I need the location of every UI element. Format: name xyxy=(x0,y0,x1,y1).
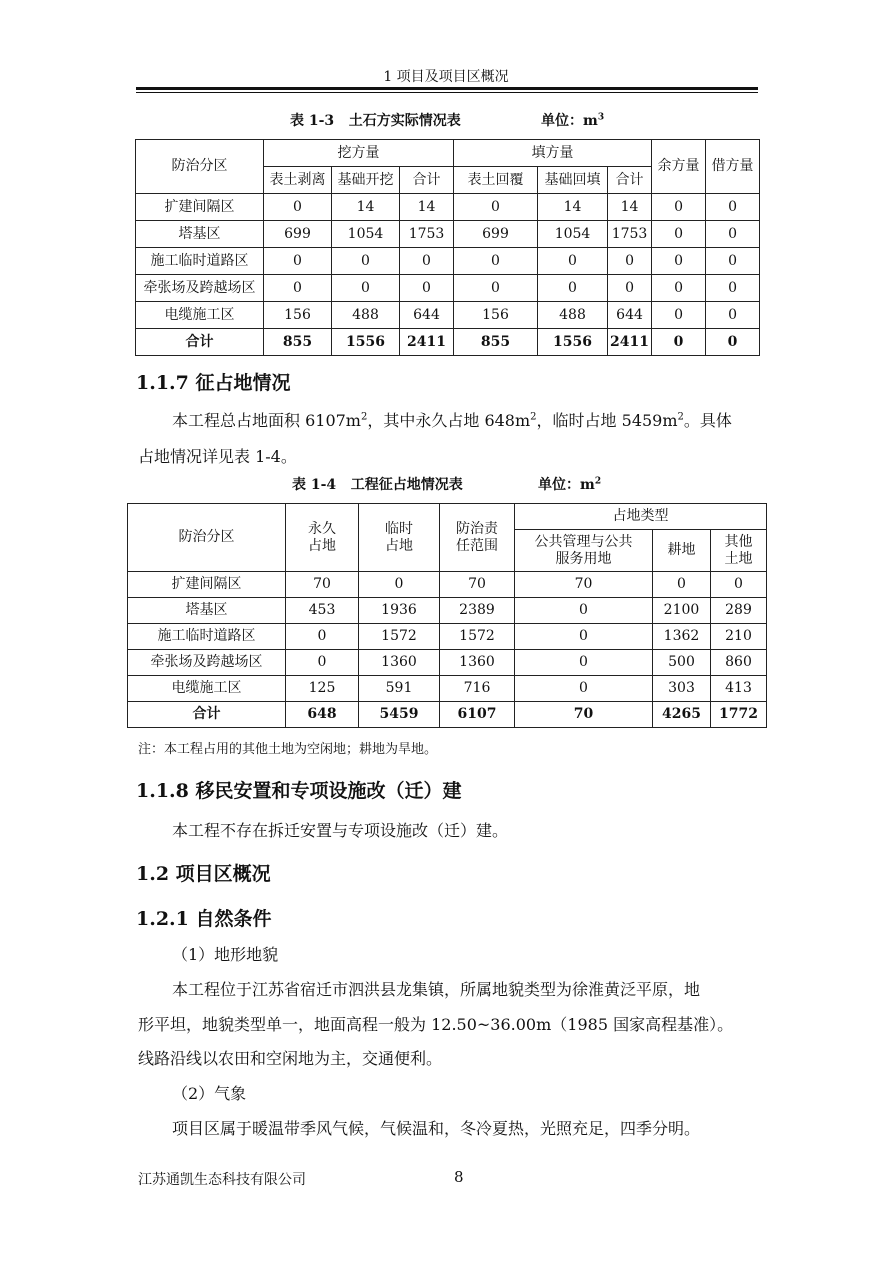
table-cell: 0 xyxy=(264,194,332,221)
table-cell: 14 xyxy=(608,194,652,221)
paragraph-resettlement: 本工程不存在拆迁安置与专项设施改（迁）建。 xyxy=(172,821,509,840)
table-cell: 303 xyxy=(653,676,711,702)
row-zone-cell: 电缆施工区 xyxy=(136,302,264,329)
section-heading: 1.1.7 征占地情况 xyxy=(136,372,291,394)
header-topsoil-stripping: 表土剥离 xyxy=(264,167,332,194)
table-row xyxy=(128,598,767,624)
table-cell: 488 xyxy=(538,302,608,329)
table-cell: 0 xyxy=(515,650,653,676)
table-cell: 0 xyxy=(653,572,711,598)
table-cell: 413 xyxy=(711,676,767,702)
table-cell: 1054 xyxy=(538,221,608,248)
row-zone-cell: 合计 xyxy=(128,702,286,728)
header-fill-total: 合计 xyxy=(608,167,652,194)
table-cell: 0 xyxy=(286,624,359,650)
row-zone-cell: 合计 xyxy=(136,329,264,356)
table-cell: 1753 xyxy=(400,221,454,248)
table-cell: 644 xyxy=(400,302,454,329)
header-rule-thick xyxy=(136,87,758,90)
footer-company: 江苏通凯生态科技有限公司 xyxy=(138,1172,306,1188)
table-cell: 0 xyxy=(515,676,653,702)
row-zone-cell: 牵张场及跨越场区 xyxy=(128,650,286,676)
section-heading: 1.1.8 移民安置和专项设施改（迁）建 xyxy=(136,780,462,802)
table-cell: 0 xyxy=(652,302,706,329)
table13-unit: 单位：$m^3$ xyxy=(541,112,605,129)
table-cell: 0 xyxy=(286,650,359,676)
table-cell: 0 xyxy=(706,329,760,356)
table-cell: 2411 xyxy=(400,329,454,356)
row-zone-cell: 电缆施工区 xyxy=(128,676,286,702)
table-cell: 2100 xyxy=(653,598,711,624)
table-cell: 0 xyxy=(652,275,706,302)
header-surplus: 余方量 xyxy=(652,140,706,194)
table-cell: 4265 xyxy=(653,702,711,728)
table-cell: 14 xyxy=(400,194,454,221)
header-land-type: 占地类型 xyxy=(515,504,767,530)
table-cell: 855 xyxy=(264,329,332,356)
table-cell: 648 xyxy=(286,702,359,728)
table-cell: 699 xyxy=(454,221,538,248)
header-responsibility-scope: 防治责 任范围 xyxy=(440,504,515,572)
table-cell: 0 xyxy=(264,275,332,302)
paragraph-climate: 项目区属于暖温带季风气候，气候温和，冬冷夏热，光照充足，四季分明。 xyxy=(172,1119,701,1138)
table-cell: 1556 xyxy=(332,329,400,356)
table14-caption: 表 1-4 工程征占地情况表 xyxy=(292,477,463,493)
paragraph-topography: 本工程位于江苏省宿迁市泗洪县龙集镇，所属地貌类型为徐淮黄泛平原，地 xyxy=(172,980,701,999)
table-cell: 1936 xyxy=(359,598,440,624)
table-cell: 488 xyxy=(332,302,400,329)
table-cell: 0 xyxy=(711,572,767,598)
table-cell: 0 xyxy=(652,248,706,275)
table-row xyxy=(128,676,767,702)
table-cell: 1753 xyxy=(608,221,652,248)
header-temporary: 临时 占地 xyxy=(359,504,440,572)
header-excavation: 挖方量 xyxy=(264,140,454,167)
table-cell: 5459 xyxy=(359,702,440,728)
header-rule-thin xyxy=(136,92,758,93)
table-cell: 2411 xyxy=(608,329,652,356)
table-row xyxy=(136,302,760,329)
table-cell: 14 xyxy=(332,194,400,221)
table-cell: 644 xyxy=(608,302,652,329)
row-zone-cell: 牵张场及跨越场区 xyxy=(136,275,264,302)
section-heading: 1.2.1 自然条件 xyxy=(136,908,272,930)
table-cell: 210 xyxy=(711,624,767,650)
table-cell: 125 xyxy=(286,676,359,702)
table-cell: 0 xyxy=(652,194,706,221)
table-row xyxy=(128,702,767,728)
table-cell: 0 xyxy=(454,248,538,275)
table-cell: 0 xyxy=(608,248,652,275)
table-cell: 0 xyxy=(706,194,760,221)
table-row xyxy=(136,221,760,248)
table-cell: 6107 xyxy=(440,702,515,728)
table-row xyxy=(128,650,767,676)
paragraph-topography-line2: 形平坦，地貌类型单一，地面高程一般为 12.50~36.00m（1985 国家高程基准）。 xyxy=(138,1015,734,1034)
table-cell: 1572 xyxy=(440,624,515,650)
table-cell: 0 xyxy=(264,248,332,275)
page-number: 8 xyxy=(454,1168,464,1186)
header-foundation-backfill: 基础回填 xyxy=(538,167,608,194)
earthwork-table xyxy=(135,139,760,356)
header-topsoil-backfill: 表土回覆 xyxy=(454,167,538,194)
table-cell: 156 xyxy=(264,302,332,329)
table-cell: 500 xyxy=(653,650,711,676)
header-borrow: 借方量 xyxy=(706,140,760,194)
header-foundation-excavation: 基础开挖 xyxy=(332,167,400,194)
header-farmland: 耕地 xyxy=(653,530,711,572)
header-other-land: 其他 土地 xyxy=(711,530,767,572)
table-row xyxy=(136,275,760,302)
table-cell: 0 xyxy=(400,275,454,302)
table-cell: 1360 xyxy=(440,650,515,676)
table-cell: 1572 xyxy=(359,624,440,650)
table-cell: 70 xyxy=(515,572,653,598)
table-cell: 0 xyxy=(359,572,440,598)
row-zone-cell: 施工临时道路区 xyxy=(136,248,264,275)
table-cell: 1360 xyxy=(359,650,440,676)
table-cell: 0 xyxy=(332,275,400,302)
table-cell: 0 xyxy=(454,194,538,221)
table-row xyxy=(128,624,767,650)
table-cell: 0 xyxy=(706,248,760,275)
table-cell: 453 xyxy=(286,598,359,624)
table-cell: 591 xyxy=(359,676,440,702)
table-cell: 14 xyxy=(538,194,608,221)
table-cell: 855 xyxy=(454,329,538,356)
row-zone-cell: 塔基区 xyxy=(128,598,286,624)
table-cell: 0 xyxy=(706,302,760,329)
table-cell: 2389 xyxy=(440,598,515,624)
table-row xyxy=(136,329,760,356)
row-zone-cell: 施工临时道路区 xyxy=(128,624,286,650)
table-cell: 70 xyxy=(440,572,515,598)
table-cell: 1362 xyxy=(653,624,711,650)
table-cell: 70 xyxy=(515,702,653,728)
land-occupation-table xyxy=(127,503,767,728)
table-cell: 0 xyxy=(332,248,400,275)
table-cell: 699 xyxy=(264,221,332,248)
header-zone: 防治分区 xyxy=(136,140,264,194)
header-excavation-total: 合计 xyxy=(400,167,454,194)
row-zone-cell: 扩建间隔区 xyxy=(128,572,286,598)
row-zone-cell: 扩建间隔区 xyxy=(136,194,264,221)
header-permanent: 永久 占地 xyxy=(286,504,359,572)
table-cell: 0 xyxy=(538,275,608,302)
item-climate: （2）气象 xyxy=(172,1084,247,1103)
header-public-land: 公共管理与公共 服务用地 xyxy=(515,530,653,572)
table-cell: 1772 xyxy=(711,702,767,728)
table-cell: 860 xyxy=(711,650,767,676)
table13-caption: 表 1-3 土石方实际情况表 xyxy=(290,113,461,129)
table-cell: 0 xyxy=(652,221,706,248)
table-cell: 156 xyxy=(454,302,538,329)
table-cell: 0 xyxy=(400,248,454,275)
table-row xyxy=(128,572,767,598)
header-fill: 填方量 xyxy=(454,140,652,167)
section-heading: 1.2 项目区概况 xyxy=(136,863,271,885)
paragraph-topography-line3: 线路沿线以农田和空闲地为主，交通便利。 xyxy=(138,1049,443,1068)
paragraph-land-area-cont: 占地情况详见表 1-4。 xyxy=(138,447,297,466)
table-cell: 289 xyxy=(711,598,767,624)
table14-unit: 单位：$m^2$ xyxy=(538,476,602,493)
table-row xyxy=(136,248,760,275)
table-cell: 0 xyxy=(706,275,760,302)
table-cell: 0 xyxy=(608,275,652,302)
table-cell: 0 xyxy=(538,248,608,275)
row-zone-cell: 塔基区 xyxy=(136,221,264,248)
table-cell: 0 xyxy=(454,275,538,302)
table-cell: 0 xyxy=(652,329,706,356)
table14-note: 注：本工程占用的其他土地为空闲地；耕地为旱地。 xyxy=(138,742,438,757)
item-topography: （1）地形地貌 xyxy=(172,945,279,964)
table-cell: 0 xyxy=(515,624,653,650)
table-cell: 70 xyxy=(286,572,359,598)
table-cell: 0 xyxy=(706,221,760,248)
table-cell: 1054 xyxy=(332,221,400,248)
running-header: 1 项目及项目区概况 xyxy=(383,69,509,85)
table-cell: 716 xyxy=(440,676,515,702)
table-cell: 1556 xyxy=(538,329,608,356)
table-row xyxy=(136,194,760,221)
table-cell: 0 xyxy=(515,598,653,624)
paragraph-land-area: 本工程总占地面积 $6107m^2$，其中永久占地 $648m^2$，临时占地 $5459m^2$。具体 xyxy=(172,411,732,430)
header-zone: 防治分区 xyxy=(128,504,286,572)
